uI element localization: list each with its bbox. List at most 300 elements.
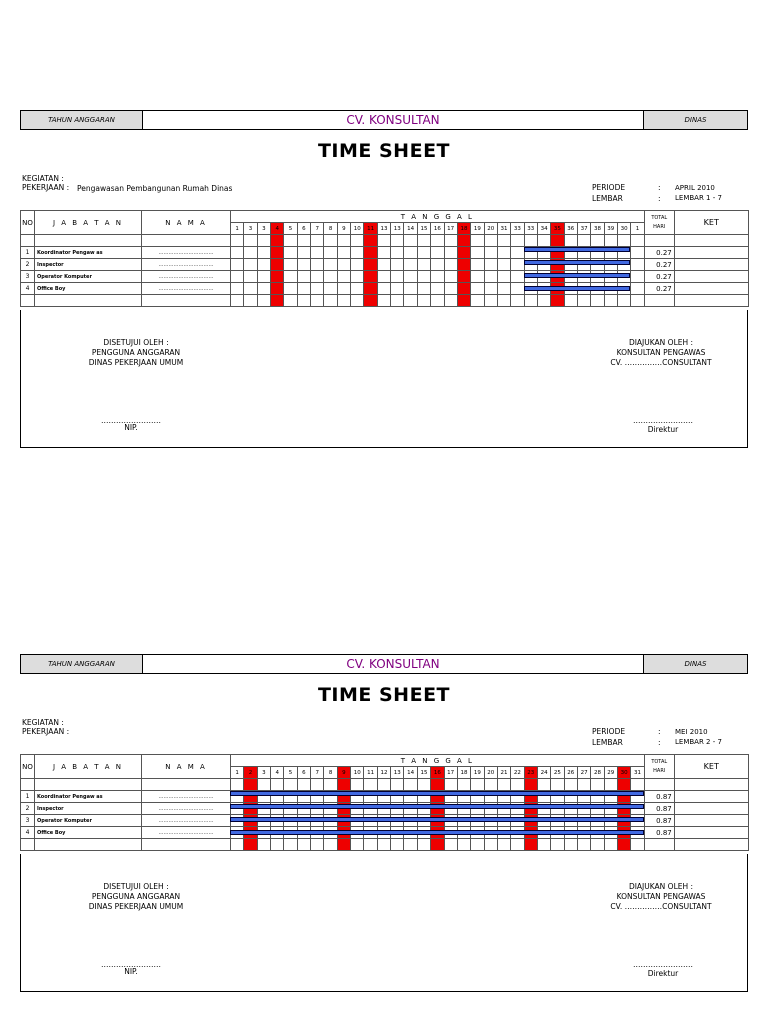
- row-ket: [674, 827, 748, 839]
- blank-cell: [497, 235, 510, 247]
- day-number: 14: [404, 223, 417, 235]
- day-cell: [311, 259, 324, 271]
- blank-cell: [631, 235, 644, 247]
- day-number: 1: [231, 767, 244, 779]
- day-cell: [351, 283, 364, 295]
- blank-cell: [564, 235, 577, 247]
- blank-cell: [271, 235, 284, 247]
- table-row: [21, 259, 749, 271]
- row-total: 0.87: [644, 815, 674, 827]
- row-total: 0.27: [644, 271, 674, 283]
- col-tanggal-header: T A N G G A L: [231, 755, 645, 767]
- blank-cell: [537, 839, 550, 851]
- day-cell: [297, 259, 310, 271]
- day-cell: [497, 283, 510, 295]
- periode-value: MEI 2010: [675, 728, 708, 736]
- day-number: 27: [577, 767, 590, 779]
- blank-cell: [431, 235, 444, 247]
- day-cell: [231, 259, 244, 271]
- day-number: 24: [537, 767, 550, 779]
- dinas-label: DINAS: [643, 655, 747, 673]
- hari-label: HARI: [653, 767, 666, 774]
- day-cell: [324, 271, 337, 283]
- submitter-signature: [621, 960, 705, 979]
- blank-cell: [231, 839, 244, 851]
- day-cell: [431, 259, 444, 271]
- day-cell: [631, 271, 644, 283]
- total-label: TOTAL: [651, 758, 668, 765]
- blank-cell: [284, 839, 297, 851]
- day-number: 11: [364, 767, 377, 779]
- day-number: 7: [311, 223, 324, 235]
- day-cell: [391, 283, 404, 295]
- day-number: 21: [497, 767, 510, 779]
- day-cell: [297, 247, 310, 259]
- day-number: 15: [417, 223, 430, 235]
- blank-cell: [511, 235, 524, 247]
- row-total: 0.27: [644, 259, 674, 271]
- day-number: 17: [444, 767, 457, 779]
- dinas-pu: DINAS PEKERJAAN UMUM: [88, 902, 184, 911]
- blank-cell: [444, 779, 457, 791]
- blank-cell: [284, 779, 297, 791]
- blank-cell: [444, 295, 457, 307]
- blank-cell: [311, 779, 324, 791]
- blank-cell: [404, 779, 417, 791]
- row-ket: [674, 815, 748, 827]
- row-ket: [674, 283, 748, 295]
- day-cell: [511, 259, 524, 271]
- day-number: 1: [631, 223, 644, 235]
- blank-cell: [524, 779, 537, 791]
- blank-cell: [377, 839, 390, 851]
- blank-cell: [511, 779, 524, 791]
- blank-cell: [391, 295, 404, 307]
- col-tanggal-header: T A N G G A L: [231, 211, 645, 223]
- day-cell: [377, 283, 390, 295]
- row-ket: [674, 247, 748, 259]
- day-cell: [457, 271, 470, 283]
- blank-cell: [271, 779, 284, 791]
- day-cell: [444, 271, 457, 283]
- day-cell: [337, 271, 350, 283]
- pengguna-anggaran: PENGGUNA ANGGARAN: [91, 348, 181, 357]
- row-total: 0.87: [644, 803, 674, 815]
- periode-colon: :: [658, 183, 661, 192]
- day-cell: [511, 271, 524, 283]
- day-number: 3: [244, 223, 257, 235]
- lembar-value: LEMBAR 1 - 7: [675, 194, 722, 202]
- day-cell: [444, 247, 457, 259]
- day-number: 4: [271, 767, 284, 779]
- blank-cell: [591, 779, 604, 791]
- blank-cell: [617, 235, 630, 247]
- blank-cell: [337, 295, 350, 307]
- blank-cell: [457, 295, 470, 307]
- row-no: 4: [21, 283, 35, 295]
- day-number: 13: [391, 767, 404, 779]
- sheet-title: TIME SHEET: [317, 684, 451, 706]
- blank-cell: [35, 295, 142, 307]
- blank-cell: [551, 235, 564, 247]
- day-number: 20: [484, 223, 497, 235]
- day-cell: [417, 271, 430, 283]
- day-cell: [497, 247, 510, 259]
- blank-cell: [631, 779, 644, 791]
- day-number: 19: [471, 767, 484, 779]
- blank-cell: [324, 235, 337, 247]
- submitter-dots: ……………………: [633, 960, 693, 969]
- submitted-by-label: DIAJUKAN OLEH :: [628, 338, 694, 347]
- row-jabatan: Operator Komputer: [35, 815, 142, 827]
- approver-block: [76, 882, 196, 912]
- schedule-bar: [230, 817, 644, 822]
- row-nama: ……………………………: [142, 815, 231, 827]
- day-cell: [391, 247, 404, 259]
- blank-cell: [257, 235, 270, 247]
- day-number: 37: [577, 223, 590, 235]
- row-nama: ……………………………: [142, 283, 231, 295]
- blank-cell: [377, 295, 390, 307]
- blank-cell: [577, 839, 590, 851]
- day-number: 22: [511, 767, 524, 779]
- approver-dots: ……………………: [101, 416, 161, 425]
- blank-cell: [577, 235, 590, 247]
- col-no-header: NO: [21, 211, 35, 235]
- row-nama: ……………………………: [142, 827, 231, 839]
- dinas-label: DINAS: [643, 111, 747, 129]
- blank-cell: [674, 295, 748, 307]
- day-cell: [417, 259, 430, 271]
- sheet-title: TIME SHEET: [317, 140, 451, 162]
- lembar-colon: :: [658, 194, 661, 203]
- blank-cell: [337, 839, 350, 851]
- timesheet-table: [20, 754, 749, 851]
- blank-cell: [297, 295, 310, 307]
- blank-cell: [497, 839, 510, 851]
- blank-cell: [431, 839, 444, 851]
- blank-cell: [351, 295, 364, 307]
- approver-block: [76, 338, 196, 368]
- day-number: 31: [631, 767, 644, 779]
- timesheet-table-wrap: [20, 210, 748, 307]
- pekerjaan-value: Pengawasan Pembangunan Rumah Dinas: [77, 184, 233, 193]
- row-jabatan: Inspector: [35, 803, 142, 815]
- blank-cell: [404, 839, 417, 851]
- blank-cell: [35, 235, 142, 247]
- blank-cell: [297, 779, 310, 791]
- day-cell: [244, 283, 257, 295]
- day-cell: [284, 247, 297, 259]
- day-cell: [257, 247, 270, 259]
- blank-cell: [457, 839, 470, 851]
- day-number: 29: [604, 767, 617, 779]
- day-cell: [457, 259, 470, 271]
- schedule-bar: [230, 791, 644, 796]
- blank-cell: [391, 779, 404, 791]
- blank-cell: [564, 779, 577, 791]
- submitter-block: [591, 338, 731, 368]
- col-ket-header: KET: [674, 755, 748, 779]
- blank-cell: [551, 295, 564, 307]
- blank-cell: [142, 235, 231, 247]
- blank-cell: [351, 839, 364, 851]
- day-cell: [244, 271, 257, 283]
- day-number: 8: [324, 223, 337, 235]
- row-total: 0.27: [644, 247, 674, 259]
- day-number: 33: [511, 223, 524, 235]
- periode-label: PERIODE: [592, 183, 626, 192]
- row-ket: [674, 271, 748, 283]
- day-cell: [471, 247, 484, 259]
- row-nama: ……………………………: [142, 791, 231, 803]
- day-cell: [497, 271, 510, 283]
- day-number: 12: [377, 767, 390, 779]
- blank-cell: [324, 295, 337, 307]
- row-no: 1: [21, 247, 35, 259]
- blank-cell: [471, 779, 484, 791]
- submitter-block: [591, 882, 731, 912]
- day-number: 11: [364, 223, 377, 235]
- approver-signature: [91, 960, 171, 977]
- tahun-anggaran-label: TAHUN ANGGARAN: [21, 111, 143, 129]
- day-cell: [631, 247, 644, 259]
- row-jabatan: Office Boy: [35, 283, 142, 295]
- day-number: 9: [337, 223, 350, 235]
- blank-cell: [644, 779, 674, 791]
- day-cell: [351, 247, 364, 259]
- row-no: 3: [21, 815, 35, 827]
- row-no: 3: [21, 271, 35, 283]
- blank-cell: [617, 779, 630, 791]
- blank-cell: [604, 779, 617, 791]
- row-nama: ……………………………: [142, 259, 231, 271]
- blank-cell: [444, 839, 457, 851]
- sheet-header: [20, 110, 748, 130]
- day-cell: [364, 271, 377, 283]
- blank-cell: [364, 839, 377, 851]
- row-jabatan: Office Boy: [35, 827, 142, 839]
- day-cell: [311, 283, 324, 295]
- blank-cell: [142, 839, 231, 851]
- blank-cell: [631, 839, 644, 851]
- row-jabatan: Koordinator Pengaw as: [35, 791, 142, 803]
- pekerjaan-label: PEKERJAAN :: [22, 183, 70, 192]
- row-no: 2: [21, 803, 35, 815]
- day-cell: [271, 283, 284, 295]
- day-number: 35: [551, 223, 564, 235]
- day-cell: [271, 247, 284, 259]
- col-nama-header: N A M A: [142, 755, 231, 779]
- signature-block: [20, 854, 748, 992]
- konsultan-pengawas: KONSULTAN PENGAWAS: [616, 348, 706, 357]
- day-cell: [297, 283, 310, 295]
- day-number: 3: [257, 223, 270, 235]
- blank-cell: [417, 839, 430, 851]
- blank-cell: [417, 779, 430, 791]
- blank-cell: [537, 295, 550, 307]
- day-number: 19: [471, 223, 484, 235]
- day-cell: [391, 259, 404, 271]
- cv-consultant: CV. ……………CONSULTANT: [610, 902, 712, 911]
- day-number: 13: [391, 223, 404, 235]
- submitter-signature: [621, 416, 705, 435]
- blank-cell: [142, 779, 231, 791]
- day-number: 17: [444, 223, 457, 235]
- blank-cell: [311, 295, 324, 307]
- blank-cell: [244, 839, 257, 851]
- blank-cell: [484, 839, 497, 851]
- day-number: 30: [617, 767, 630, 779]
- day-number: 1: [231, 223, 244, 235]
- day-cell: [271, 259, 284, 271]
- row-ket: [674, 791, 748, 803]
- blank-cell: [604, 235, 617, 247]
- blank-cell: [471, 235, 484, 247]
- blank-cell: [337, 235, 350, 247]
- day-number: 6: [297, 223, 310, 235]
- day-number: 18: [457, 223, 470, 235]
- day-cell: [257, 283, 270, 295]
- blank-cell: [537, 235, 550, 247]
- blank-cell: [617, 839, 630, 851]
- day-cell: [257, 271, 270, 283]
- blank-cell: [644, 839, 674, 851]
- schedule-bar: [524, 260, 631, 265]
- day-number: 26: [564, 767, 577, 779]
- day-number: 20: [484, 767, 497, 779]
- day-cell: [391, 271, 404, 283]
- schedule-bar: [524, 286, 631, 291]
- day-number: 16: [431, 223, 444, 235]
- blank-cell: [537, 779, 550, 791]
- nip-label: NIP.: [124, 967, 138, 976]
- day-number: 18: [457, 767, 470, 779]
- day-cell: [484, 247, 497, 259]
- cv-consultant: CV. ……………CONSULTANT: [610, 358, 712, 367]
- blank-cell: [484, 779, 497, 791]
- day-cell: [484, 259, 497, 271]
- day-cell: [631, 259, 644, 271]
- row-no: 2: [21, 259, 35, 271]
- signature-block: [20, 310, 748, 448]
- blank-cell: [444, 235, 457, 247]
- row-ket: [674, 803, 748, 815]
- blank-cell: [404, 235, 417, 247]
- day-cell: [471, 271, 484, 283]
- direktur-label: Direktur: [647, 425, 679, 434]
- blank-cell: [457, 779, 470, 791]
- row-no: 4: [21, 827, 35, 839]
- blank-cell: [431, 779, 444, 791]
- blank-cell: [631, 295, 644, 307]
- tahun-anggaran-label: TAHUN ANGGARAN: [21, 655, 143, 673]
- blank-cell: [35, 779, 142, 791]
- day-cell: [257, 259, 270, 271]
- day-number: 25: [551, 767, 564, 779]
- blank-cell: [244, 235, 257, 247]
- periode-colon: :: [658, 727, 661, 736]
- blank-cell: [524, 235, 537, 247]
- blank-cell: [511, 839, 524, 851]
- day-cell: [377, 247, 390, 259]
- blank-cell: [674, 235, 748, 247]
- lembar-colon: :: [658, 738, 661, 747]
- pengguna-anggaran: PENGGUNA ANGGARAN: [91, 892, 181, 901]
- blank-cell: [231, 779, 244, 791]
- day-cell: [337, 247, 350, 259]
- day-number: 5: [284, 767, 297, 779]
- day-number: 30: [617, 223, 630, 235]
- lembar-label: LEMBAR: [592, 194, 623, 203]
- day-cell: [417, 283, 430, 295]
- blank-cell: [364, 235, 377, 247]
- day-cell: [364, 259, 377, 271]
- blank-cell: [21, 779, 35, 791]
- blank-cell: [524, 295, 537, 307]
- table-row: [21, 283, 749, 295]
- day-number: 13: [377, 223, 390, 235]
- day-cell: [311, 271, 324, 283]
- blank-cell: [484, 235, 497, 247]
- blank-cell: [377, 235, 390, 247]
- blank-cell: [364, 779, 377, 791]
- schedule-bar: [230, 804, 644, 809]
- company-name: CV. KONSULTAN: [346, 113, 440, 127]
- col-ket-header: KET: [674, 211, 748, 235]
- blank-cell: [591, 839, 604, 851]
- day-cell: [471, 283, 484, 295]
- day-cell: [377, 259, 390, 271]
- blank-cell: [497, 295, 510, 307]
- day-number: 10: [351, 767, 364, 779]
- blank-cell: [604, 839, 617, 851]
- day-cell: [377, 271, 390, 283]
- blank-cell: [271, 295, 284, 307]
- table-header-row: [21, 211, 749, 223]
- blank-cell: [21, 235, 35, 247]
- blank-cell: [471, 295, 484, 307]
- day-cell: [404, 271, 417, 283]
- table-row: [21, 271, 749, 283]
- blank-cell: [364, 295, 377, 307]
- blank-cell: [21, 839, 35, 851]
- blank-cell: [297, 839, 310, 851]
- blank-cell: [591, 235, 604, 247]
- blank-cell: [257, 295, 270, 307]
- company-name: CV. KONSULTAN: [346, 657, 440, 671]
- blank-row: [21, 779, 749, 791]
- blank-row: [21, 295, 749, 307]
- approver-signature: [91, 416, 171, 433]
- day-cell: [364, 283, 377, 295]
- periode-label: PERIODE: [592, 727, 626, 736]
- day-number: 39: [604, 223, 617, 235]
- approved-by-label: DISETUJUI OLEH :: [103, 882, 169, 891]
- submitter-dots: ……………………: [633, 416, 693, 425]
- row-jabatan: Koordinator Pengaw as: [35, 247, 142, 259]
- blank-row: [21, 839, 749, 851]
- lembar-value: LEMBAR 2 - 7: [675, 738, 722, 746]
- day-number: 5: [284, 223, 297, 235]
- col-total-header: [644, 755, 674, 779]
- blank-cell: [297, 235, 310, 247]
- day-number: 33: [524, 223, 537, 235]
- day-cell: [404, 283, 417, 295]
- blank-cell: [324, 839, 337, 851]
- day-number: 4: [271, 223, 284, 235]
- blank-cell: [497, 779, 510, 791]
